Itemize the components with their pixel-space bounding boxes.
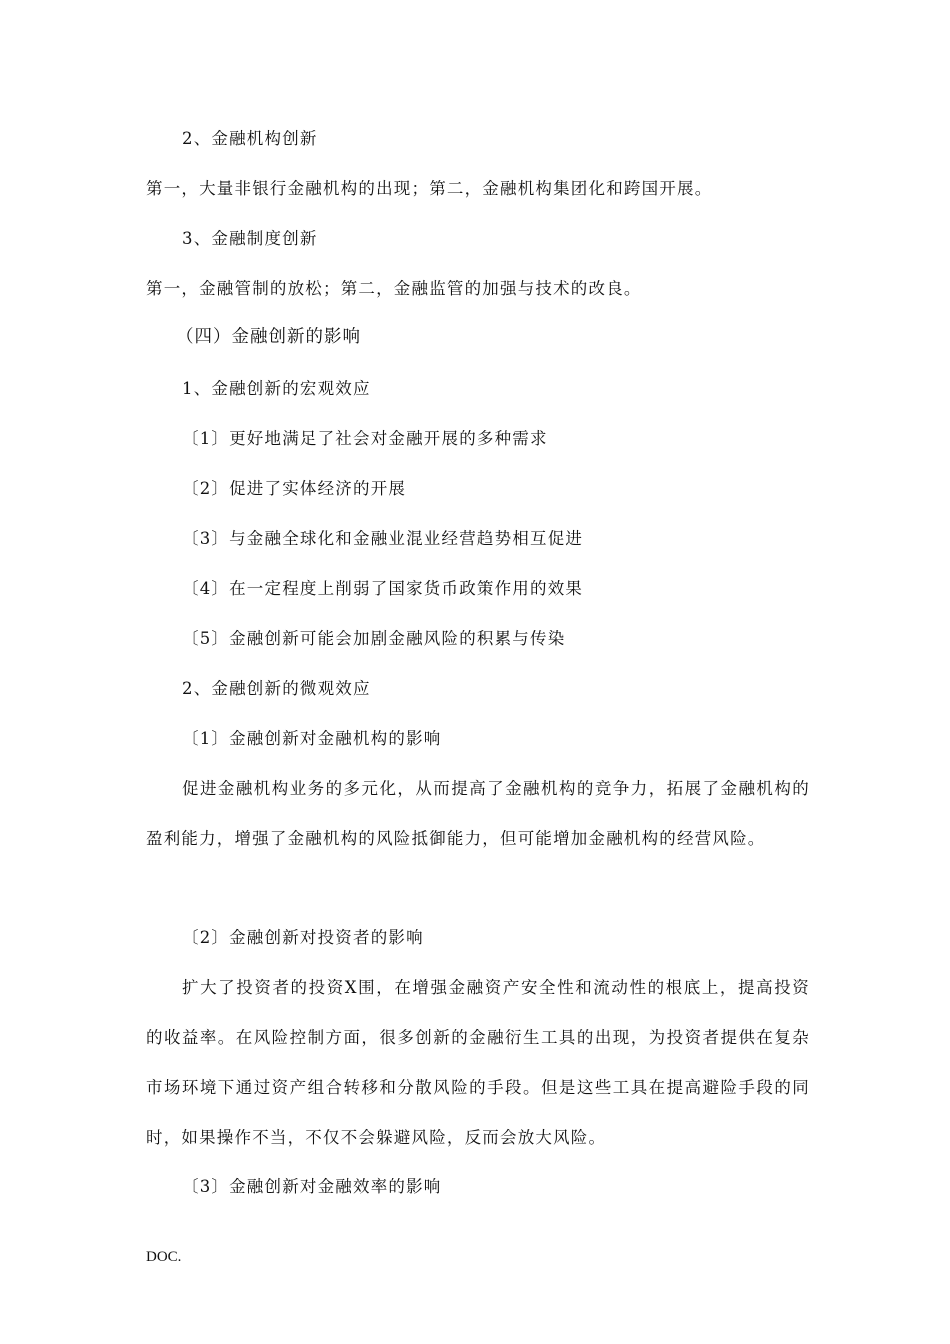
paragraph-system-innovation: 第一，金融管制的放松；第二，金融监管的加强与技术的改良。 <box>146 279 642 298</box>
heading-institution-innovation: 2、金融机构创新 <box>182 129 318 148</box>
heading-system-innovation: 3、金融制度创新 <box>182 229 318 248</box>
list-item: 〔5〕金融创新可能会加剧金融风险的积累与传染 <box>182 629 566 648</box>
subheading-micro-efficiency: 〔3〕金融创新对金融效率的影响 <box>182 1177 442 1196</box>
list-item: 〔4〕在一定程度上削弱了国家货币政策作用的效果 <box>182 579 584 598</box>
paragraph-institution-innovation: 第一，大量非银行金融机构的出现；第二，金融机构集团化和跨国开展。 <box>146 179 713 198</box>
section-heading-impact: （四）金融创新的影响 <box>176 327 361 347</box>
heading-micro-effects: 2、金融创新的微观效应 <box>182 679 371 698</box>
list-item: 〔1〕更好地满足了社会对金融开展的多种需求 <box>182 429 548 448</box>
footer-doc-label: DOC. <box>146 1249 182 1265</box>
list-item: 〔3〕与金融全球化和金融业混业经营趋势相互促进 <box>182 529 584 548</box>
heading-macro-effects: 1、金融创新的宏观效应 <box>182 379 371 398</box>
subheading-micro-investors: 〔2〕金融创新对投资者的影响 <box>182 928 424 947</box>
list-item: 〔2〕促进了实体经济的开展 <box>182 479 407 498</box>
paragraph-micro-investors: 扩大了投资者的投资X围，在增强金融资产安全性和流动性的根底上，提高投资的收益率。在风险控制方面，很多创新的金融衍生工具的出现，为投资者提供在复杂市场环境下通过资产组合转移和分散风险的手段。但是这些工具在提高避险手段的同时，如果操作不当，不仅不会躲避风险，反而会放大风险。 <box>146 978 810 1147</box>
subheading-micro-institutions: 〔1〕金融创新对金融机构的影响 <box>182 729 442 748</box>
paragraph-micro-institutions: 促进金融机构业务的多元化，从而提高了金融机构的竞争力，拓展了金融机构的盈利能力，增强了金融机构的风险抵御能力，但可能增加金融机构的经营风险。 <box>146 779 810 848</box>
